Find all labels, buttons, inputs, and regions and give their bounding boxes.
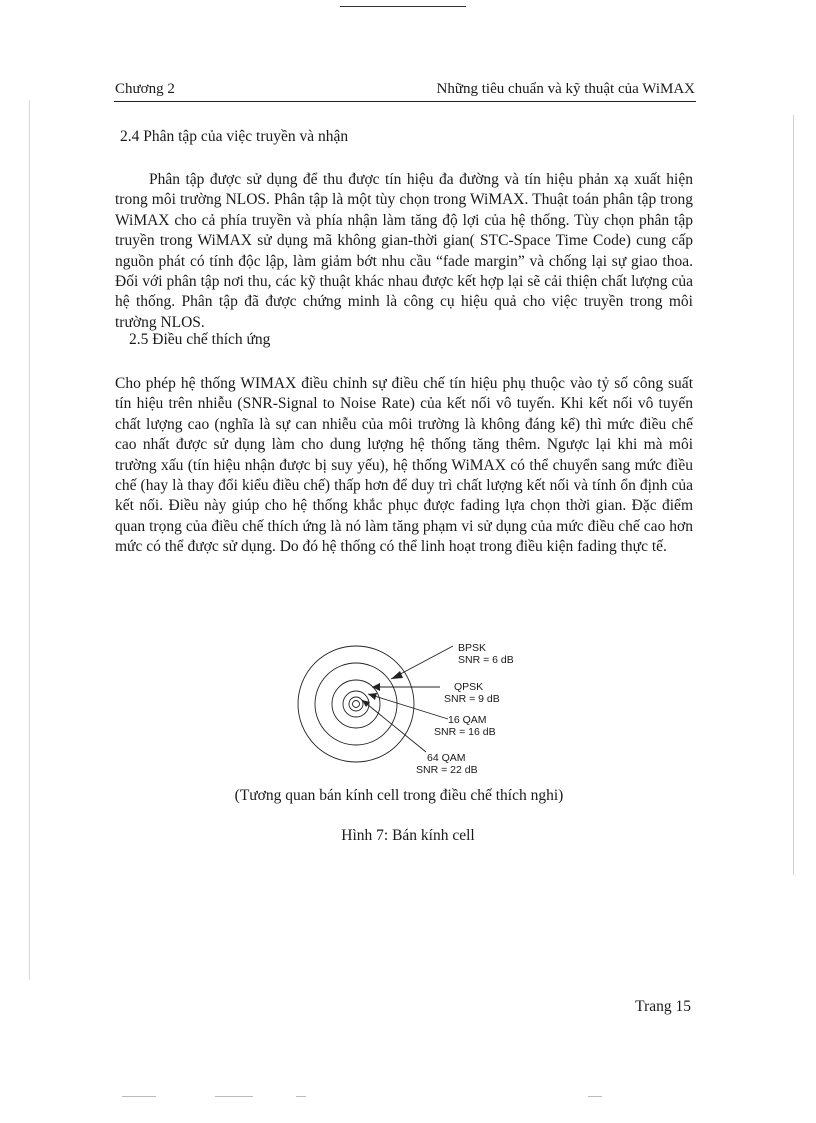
section-2-4-paragraph: Phân tập được sử dụng để thu được tín hiệu đa đường và tín hiệu phản xạ xuất hiện trong môi trường NLOS. Phân tập là một tùy chọn trong WiMAX. Thuật toán phân tập trong WiMAX cho cả phía truyền và phía nhận làm tăng độ lợi của hệ thống. Tùy chọn phân tập truyền trong WiMAX sử dụng mã không gian-thời gian( STC-Space Time Code) cung cấp nguồn phát có tính độc lập, làm giảm bớt nhu cầu “fade margin” và chống lại sự giao thoa. Đối với phân tập nơi thu, các kỹ thuật khác nhau được kết hợp lại sẽ cải thiện chất lượng của hệ thống. Phân tập đã được chứng minh là công cụ hiệu quả cho việc truyền trong môi trường NLOS. <box>115 171 693 331</box>
section-2-5-heading: 2.5 Điều chế thích ứng <box>129 331 271 348</box>
qpsk-ring <box>315 663 397 745</box>
footer-mark <box>122 1096 156 1097</box>
base-station-ring <box>353 701 360 708</box>
bpsk-arrowhead <box>391 671 403 679</box>
64qam-mod: 64 QAM <box>427 752 466 764</box>
scan-edge-left <box>29 100 30 980</box>
64qam-label <box>416 752 478 776</box>
chapter-title: Những tiêu chuẩn và kỹ thuật của WiMAX <box>436 81 695 97</box>
qpsk-label <box>444 681 500 705</box>
chapter-label: Chương 2 <box>115 81 175 97</box>
top-rule <box>340 6 466 7</box>
page-number: Trang 15 <box>635 998 691 1015</box>
64qam-snr: SNR = 22 dB <box>416 764 478 776</box>
bpsk-snr: SNR = 6 dB <box>458 654 514 666</box>
bpsk-mod: BPSK <box>458 642 487 654</box>
header-rule <box>114 101 696 102</box>
qpsk-snr: SNR = 9 dB <box>444 693 500 705</box>
qpsk-arrowhead <box>372 683 380 691</box>
16qam-label <box>434 714 496 738</box>
16qam-snr: SNR = 16 dB <box>434 726 496 738</box>
footer-mark <box>296 1096 306 1097</box>
16qam-mod: 16 QAM <box>448 714 487 726</box>
inner-ring <box>349 697 363 711</box>
64qam-pointer <box>362 700 426 752</box>
16qam-arrowhead <box>368 693 377 700</box>
footer-mark <box>588 1096 602 1097</box>
section-2-5-paragraph: Cho phép hệ thống WIMAX điều chỉnh sự điều chế tín hiệu phụ thuộc vào tỷ số công suất tín hiệu trên nhiễu (SNR-Signal to Noise Rate) của kết nối vô tuyến. Khi kết nối vô tuyến chất lượng cao (nghĩa là sự can nhiễu của môi trường là không đáng kể) thì mức điều chế cao nhất được sử dụng làm cho dung lượng hệ thống tăng thêm. Ngược lại khi mà môi trường xấu (tín hiệu nhận được bị suy yếu), hệ thống WiMAX có thể chuyển sang mức điều chế (hay là thay đổi kiểu điều chế) thấp hơn để duy trì chất lượng kết nối và tính ổn định của kết nối. Điều này giúp cho hệ thống khắc phục được fading lựa chọn thời gian. Đặc điểm quan trọng của điều chế thích ứng là nó làm tăng phạm vi sử dụng của mức điều chế cao hơn mức có thể được sử dụng. Do đó hệ thống có thể linh hoạt trong điều kiện fading thực tế. <box>115 375 693 556</box>
figure-title: Hình 7: Bán kính cell <box>341 827 475 844</box>
scan-edge-right <box>793 115 794 875</box>
qpsk-mod: QPSK <box>454 681 484 693</box>
footer-mark <box>215 1096 253 1097</box>
figure-caption: (Tương quan bán kính cell trong điều chế thích nghi) <box>234 787 564 804</box>
bpsk-label <box>458 642 514 666</box>
section-2-4-heading: 2.4 Phân tập của việc truyền và nhận <box>120 128 349 145</box>
